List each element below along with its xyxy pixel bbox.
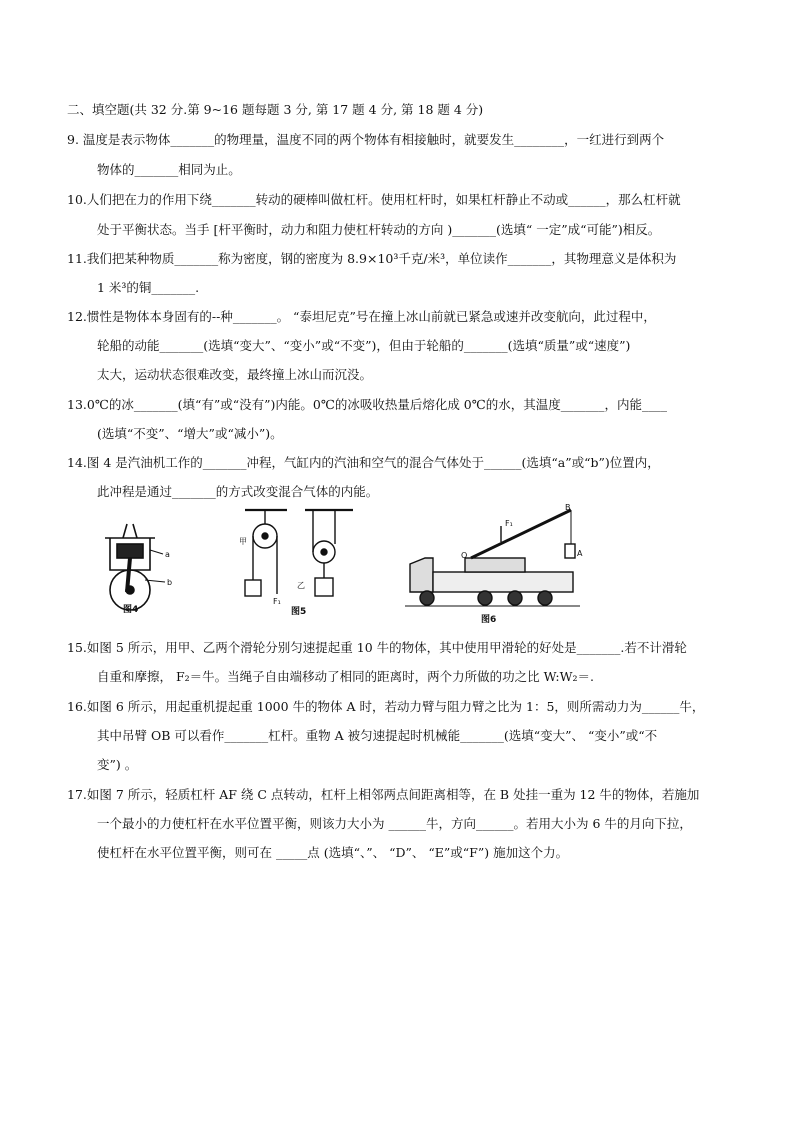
fig6-label-o: O [461,551,468,560]
question-17-line-1: 17.如图 7 所示，轻质杠杆 AF 绕 C 点转动，杠杆上相邻两点间距离相等，在 B 处挂一重为 12 牛的物体，若施加 [67,787,700,802]
question-16-line-3: 变”) 。 [97,757,138,772]
figure-5-pulleys [235,504,365,616]
figure-6-caption: 图6 [481,615,497,625]
question-16-line-2: 其中吊臂 OB 可以看作_______杠杆。重物 A 被匀速提起时机械能_______(选填“变大”、 “变小”或“不 [97,728,658,743]
fig6-label-f1: F₁ [505,519,513,528]
question-15-line-1: 15.如图 5 所示，用甲、乙两个滑轮分别匀速提起重 10 牛的物体，其中使用甲滑轮的好处是_______.若不计滑轮 [67,640,687,655]
question-12-line-2: 轮船的动能_______(选填“变大”、“变小”或“不变”)，但由于轮船的_______(选填“质量”或“速度”) [97,338,631,353]
question-12-line-1: 12.惯性是物体本身固有的--种_______。 “泰坦尼克”号在撞上冰山前就已紧急或速并改变航向，此过程中， [67,309,656,324]
question-9-line-1: 9. 温度是表示物体_______的物理量，温度不同的两个物体有相接触时，就要发生________，一红进行到两个 [67,132,665,147]
question-10-line-1: 10.人们把在力的作用下绕_______转动的硬棒叫做杠杆。使用杠杆时，如果杠杆静止不动或______，那么杠杆就 [67,192,681,207]
question-14-line-2: 此冲程是通过_______的方式改变混合气体的内能。 [97,484,379,499]
question-17-line-3: 使杠杆在水平位置平衡，则可在 _____点 (选填“、”、 “D”、 “E”或“F”) 施加这个力。 [97,845,569,860]
figure-5-caption: 图5 [291,607,307,617]
question-10-line-2: 处于平衡状态。当手 [杆平衡时，动力和阻力使杠杆转动的方向 )_______(选填“ 一定”成“可能”)相反。 [97,222,661,237]
question-11-line-2: 1 米³的铜_______. [97,280,200,295]
question-16-line-1: 16.如图 6 所示，用起重机提起重 1000 牛的物体 A 时，若动力臂与阻力臂之比为 1：5，则所需动力为______牛， [67,699,705,714]
figure-4-engine [95,510,185,618]
fig5-label-jia: 甲 [239,537,247,546]
fig4-label-b: b [167,578,173,587]
question-13-line-2: (选填“不变”、“增大”或“减小”)。 [97,426,283,441]
fig6-label-b: B [565,503,571,512]
question-14-line-1: 14.图 4 是汽油机工作的_______冲程，气缸内的汽油和空气的混合气体处于______(选填“a”或“b”)位置内， [67,455,660,470]
question-12-line-3: 太大，运动状态很难改变，最终撞上冰山而沉没。 [97,367,373,382]
question-17-line-2: 一个最小的力使杠杆在水平位置平衡，则该力大小为 ______牛，方向______。若用大小为 6 牛的月向下拉， [97,816,692,831]
question-15-line-2: 自重和摩擦， F₂＝牛。当绳子自由端移动了相同的距离时，两个力所做的功之比 W:W₂＝. [97,669,594,684]
question-13-line-1: 13.0℃的冰_______(填“有”或“没有”)内能。0℃的冰吸收热量后熔化成 0℃的水，其温度_______，内能____ [67,397,667,412]
figure-6-crane [405,502,585,612]
question-11-line-1: 11.我们把某种物质_______称为密度，钢的密度为 8.9×10³千克/米³，单位读作_______，其物理意义是体积为 [67,251,677,266]
fig5-label-f1: F₁ [273,597,281,606]
question-9-line-2: 物体的_______相同为止。 [97,162,241,177]
fig6-label-a: A [577,549,583,558]
section-header: 二、填空题(共 32 分.第 9~16 题每题 3 分, 第 17 题 4 分, 第 18 题 4 分) [67,102,484,117]
fig4-label-a: a [165,550,170,559]
fig5-label-yi: 乙 [297,581,305,590]
figure-4-caption: 图4 [123,605,139,615]
